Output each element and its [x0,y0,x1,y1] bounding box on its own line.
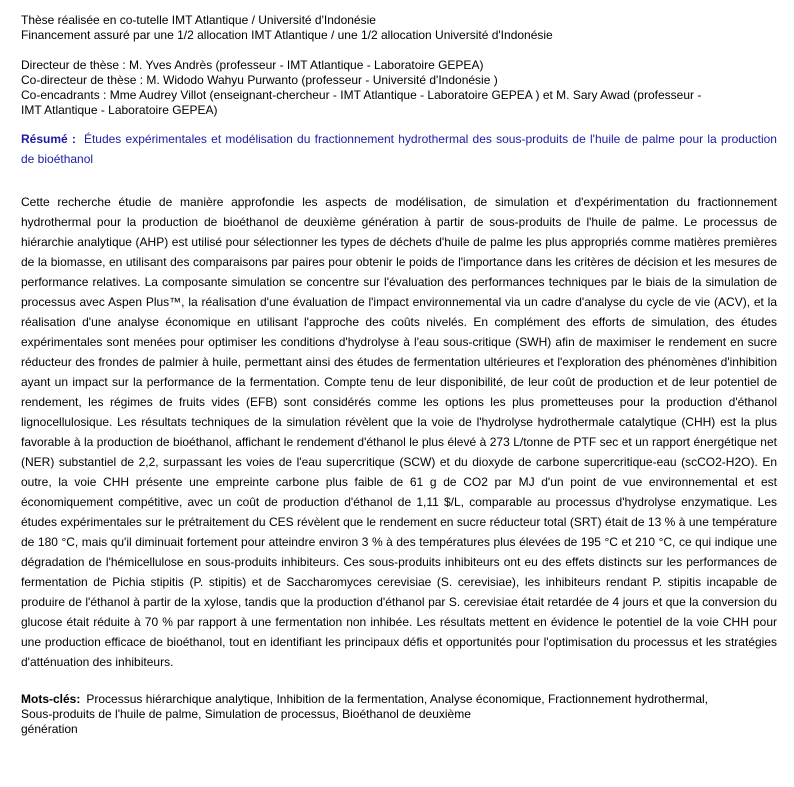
keywords-line-3: génération [21,722,78,736]
thesis-director: Directeur de thèse : M. Yves Andrès (professeur - IMT Atlantique - Laboratoire GEPEA) [21,58,484,72]
thesis-co-supervisors: Co-encadrants : Mme Audrey Villot (enseignant-chercheur - IMT Atlantique - Laboratoire GEPEA ) et M. Sary Awad (professeur - [21,88,702,102]
spacer [21,43,777,58]
thesis-cotutelle-line: Thèse réalisée en co-tutelle IMT Atlantique / Université d'Indonésie [21,13,376,27]
thesis-abstract-page [21,13,777,737]
keywords-label: Mots-clés: [21,692,81,706]
keywords-line-2: Sous-produits de l'huile de palme, Simulation de processus, Bioéthanol de deuxième [21,707,471,721]
resume-label: Résumé : [21,132,76,146]
resume-title: Études expérimentales et modélisation du fractionnement hydrothermal des sous-produits de l'huile de palme pour la production de bioéthanol [21,132,777,166]
resume-title-block [21,129,777,169]
keywords-block [21,692,777,737]
thesis-co-supervisors-continued: IMT Atlantique - Laboratoire GEPEA) [21,103,218,117]
funding-line: Financement assuré par une 1/2 allocation IMT Atlantique / une 1/2 allocation Université d'Indonésie [21,28,553,42]
thesis-co-director: Co-directeur de thèse : M. Widodo Wahyu Purwanto (professeur - Université d'Indonésie ) [21,73,498,87]
keywords-line-1: Processus hiérarchique analytique, Inhibition de la fermentation, Analyse économique, Fractionnement hydrothermal, [86,692,709,706]
abstract-body: Cette recherche étudie de manière approfondie les aspects de modélisation, de simulation et d'expérimentation du fractionnement hydrothermal pour la production de bioéthanol de deuxième génération à partir de sous-produits de l'huile de palme. Le processus de hiérarchie analytique (AHP) est utilisé pour sélectionner les types de déchets d'huile de palme les plus appropriés comme matières premières de la biomasse, en utilisant des comparaisons par paires pour obtenir le poids de l'importance dans les critères de décision et les mesures de performance relatives. La composante simulation se concentre sur l'évaluation des performances techniques par le biais de la simulation de processus avec Aspen Plus™, la réalisation d'une évaluation de l'impact environnemental via un cadre d'analyse du cycle de vie (ACV), et la réalisation d'une analyse économique en utilisant l'approche des coûts nivelés. En complément des efforts de simulation, des études expérimentales sont menées pour optimiser les conditions d'hydrolyse à l'eau sous-critique (SWH) afin de maximiser le rendement en sucre réducteur des frondes de palmier à huile, permettant ainsi des études de fermentation ultérieures et l'exploration des phénomènes d'inhibition ayant un impact sur la performance de la fermentation. Compte tenu de leur disponibilité, de leur coût de production et de leur potentiel de rendement, les régimes de fruits vides (EFB) sont considérés comme les options les plus prometteuses pour la production d'éthanol lignocellulosique. Les résultats techniques de la simulation révèlent que la voie de l'hydrolyse hydrothermale catalytique (CHH) est la plus favorable à la production de bioéthanol, affichant le rendement d'éthanol le plus élevé à 273 L/tonne de PTF sec et un rapport énergétique net (NER) substantiel de 2,2, surpassant les voies de l'eau supercritique (SCW) et du dioxyde de carbone supercritique-eau (scCO2-H2O). En outre, la voie CHH présente une empreinte carbone plus faible de 61 g de CO2 par MJ d'un point de vue environnemental et est économiquement compétitive, avec un coût de production d'éthanol de 1,11 $/L, comparable au processus d'hydrolyse enzymatique. Les études expérimentales sur le prétraitement du CES révèlent que le rendement en sucre réducteur total (SRT) était de 13 % à une température de 180 °C, mais qu'il diminuait fortement pour atteindre environ 3 % à des températures plus élevées de 195 °C et 210 °C, ce qui indique une dégradation de l'hémicellulose en sous-produits inhibiteurs. Ces sous-produits inhibiteurs ont eu des effets distincts sur les performances de fermentation de Pichia stipitis (P. stipitis) et de Saccharomyces cerevisiae (S. cerevisiae), les inhibiteurs rendant P. stipitis incapable de produire de l'éthanol à partir de la xylose, tandis que la production d'éthanol par S. cerevisiae était retardée de 4 jours et que la conversion du glucose était réduite à 70 % par rapport à une fermentation non inhibée. Les résultats mettent en évidence le potentiel de la voie CHH pour une production efficace de bioéthanol, tout en identifiant les principaux défis et opportunités pour l'optimisation du processus et les stratégies d'atténuation des inhibiteurs. [21,195,777,669]
